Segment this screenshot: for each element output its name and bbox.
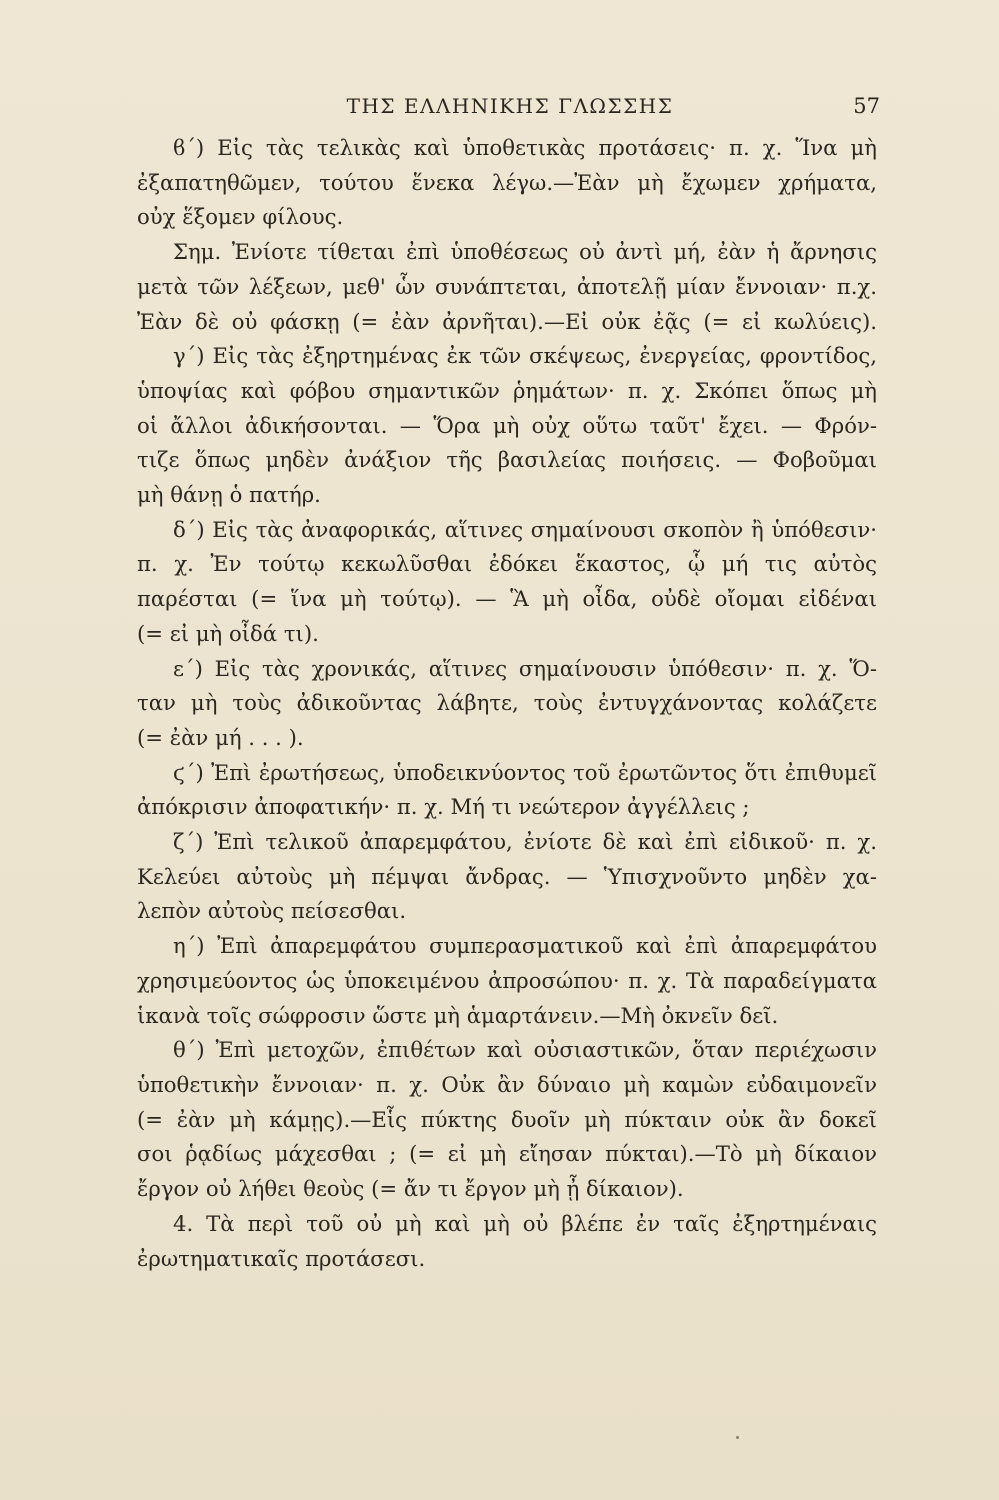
paragraph-h [137,929,877,1033]
paragraph-e [137,652,877,756]
text-line: π. χ. Ἐν τούτῳ κεκωλῦσθαι ἐδόκει ἕκαστος, ᾧ μή τις αὐτὸς [137,551,877,577]
text-line: ὑποψίας καὶ φόβου σημαντικῶν ῥημάτων· π. χ. Σκόπει ὅπως μὴ [137,377,877,403]
text-line: γ΄) Εἰς τὰς ἐξηρτημένας ἐκ τῶν σκέψεως, ἐνεργείας, φροντίδος, [173,343,877,369]
text-line: ταν μὴ τοὺς ἀδικοῦντας λάβητε, τοὺς ἐντυγχάνοντας κολάζετε [137,690,877,716]
text-line: 4. Τὰ περὶ τοῦ οὐ μὴ καὶ μὴ οὐ βλέπε ἐν ταῖς ἐξηρτημέναις [173,1210,877,1236]
text-line: οἱ ἄλλοι ἀδικήσονται. — Ὅρα μὴ οὐχ οὕτω ταῦτ' ἔχει. — Φρόν- [137,412,877,438]
text-line: (= ἐὰν μὴ κάμῃς).—Εἷς πύκτης δυοῖν μὴ πύκταιν οὐκ ἂν δοκεῖ [137,1106,877,1132]
running-title: ΤΗΣ ΕΛΛΗΝΙΚΗΣ ΓΛΩΣΣΗΣ [346,94,674,118]
text-line: ζ΄) Ἐπὶ τελικοῦ ἀπαρεμφάτου, ἐνίοτε δὲ καὶ ἐπὶ εἰδικοῦ· π. χ. [173,829,877,855]
paragraph-i [137,1033,877,1207]
text-line: Ἐὰν δὲ οὐ φάσκῃ (= ἐὰν ἀρνῆται).—Εἰ οὐκ ἐᾷς (= εἰ κωλύεις). [137,308,877,334]
page-number: 57 [853,94,880,118]
text-line: ἐξαπατηθῶμεν, τούτου ἕνεκα λέγω.—Ἐὰν μὴ ἔχωμεν χρήματα, [137,169,877,195]
text-line: η΄) Ἐπὶ ἀπαρεμφάτου συμπερασματικοῦ καὶ ἐπὶ ἀπαρεμφάτου [173,933,877,959]
body-text [137,131,877,1276]
text-line: ἐρωτηματικαῖς προτάσεσι. [137,1245,426,1271]
text-line: τιζε ὅπως μηδὲν ἀνάξιον τῆς βασιλείας ποιήσεις. — Φοβοῦμαι [137,447,877,473]
text-line: δ΄) Εἰς τὰς ἀναφορικάς, αἵτινες σημαίνουσι σκοπὸν ἢ ὑπόθεσιν· [173,516,877,542]
text-line: μετὰ τῶν λέξεων, μεθ' ὧν συνάπτεται, ἀποτελῇ μίαν ἔννοιαν· π.χ. [137,273,877,299]
paragraph-c [137,339,877,513]
paragraph-g [137,825,877,929]
text-line: ϛ΄) Ἐπὶ ἐρωτήσεως, ὑποδεικνύοντος τοῦ ἐρωτῶντος ὅτι ἐπιθυμεῖ [173,759,877,785]
paragraph-b [137,131,877,235]
paragraph-f [137,756,877,825]
text-line: ε΄) Εἰς τὰς χρονικάς, αἵτινες σημαίνουσιν ὑπόθεσιν· π. χ. Ὅ- [173,655,877,681]
text-line: θ΄) Ἐπὶ μετοχῶν, ἐπιθέτων καὶ οὐσιαστικῶν, ὅταν περιέχωσιν [173,1037,877,1063]
text-line: ἔργον οὐ λήθει θεοὺς (= ἄν τι ἔργον μὴ ᾖ δίκαιον). [137,1176,684,1202]
page-header [140,94,880,130]
paragraph-note [137,235,877,339]
text-line: σοι ῥᾳδίως μάχεσθαι ; (= εἰ μὴ εἴησαν πύκται).—Τὸ μὴ δίκαιον [137,1141,877,1167]
text-line: (= ἐὰν μή . . . ). [137,724,304,750]
text-line: λεπὸν αὐτοὺς πείσεσθαι. [137,898,407,924]
text-line: μὴ θάνῃ ὁ πατήρ. [137,482,321,508]
text-line: ϐ΄) Εἰς τὰς τελικὰς καὶ ὑποθετικὰς προτάσεις· π. χ. Ἵνα μὴ [173,135,877,160]
text-line: (= εἰ μὴ οἶδά τι). [137,620,319,646]
paragraph-4 [137,1207,877,1276]
text-line: ἀπόκρισιν ἀποφατικήν· π. χ. Μή τι νεώτερον ἀγγέλλεις ; [137,794,750,820]
text-line: Σημ. Ἐνίοτε τίθεται ἐπὶ ὑποθέσεως οὐ ἀντὶ μή, ἐὰν ἡ ἄρνησις [173,239,877,265]
paragraph-d [137,513,877,652]
text-line: παρέσται (= ἵνα μὴ τούτῳ). — Ἃ μὴ οἶδα, οὐδὲ οἴομαι εἰδέναι [137,586,877,612]
text-line: χρησιμεύοντος ὡς ὑποκειμένου ἀπροσώπου· π. χ. Τὰ παραδείγματα [137,967,877,993]
paper-speck [736,1436,739,1439]
text-line: οὐχ ἕξομεν φίλους. [137,204,344,230]
text-line: ὑποθετικὴν ἔννοιαν· π. χ. Οὐκ ἂν δύναιο μὴ καμὼν εὐδαιμονεῖν [137,1071,877,1097]
text-line: ἱκανὰ τοῖς σώφροσιν ὥστε μὴ ἁμαρτάνειν.—Μὴ ὀκνεῖν δεῖ. [137,1002,779,1028]
text-line: Κελεύει αὐτοὺς μὴ πέμψαι ἄνδρας. — Ὑπισχνοῦντο μηδὲν χα- [137,863,877,889]
